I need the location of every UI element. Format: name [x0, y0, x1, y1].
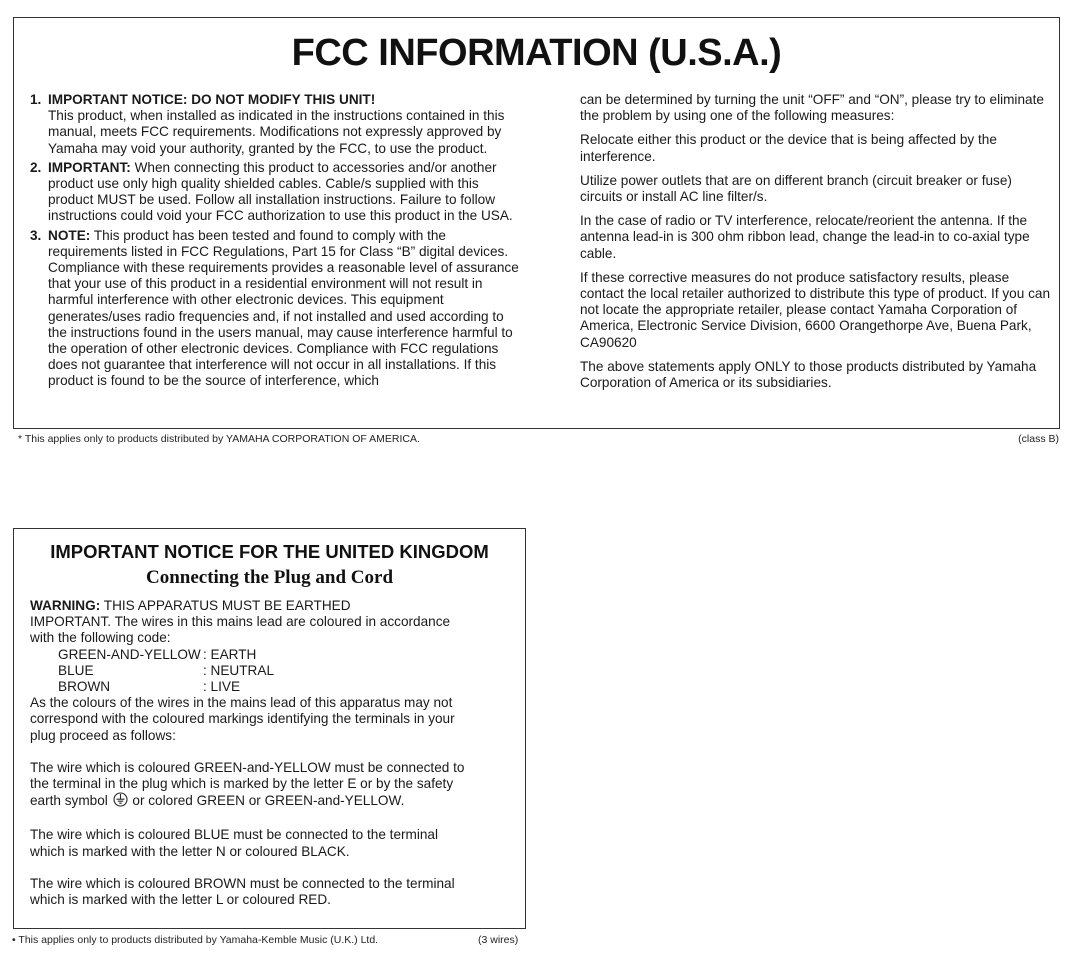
fcc-item-text: This product, when installed as indicated in the instructions contained in this manual, meets FCC requirements. Modifications not expressly approved by Yamaha may void your authority, granted by the FCC, to use the product.	[48, 108, 505, 156]
fcc-paragraph: If these corrective measures do not produce satisfactory results, please contact the local retailer authorized to distribute this type of product. If you can not locate the appropriate retailer, please contact Yamaha Corporation of America, Electronic Service Division, 6600 Orangethorpe Ave, Buena Park, CA90620	[580, 269, 1050, 350]
fcc-item-number: 1.	[30, 92, 42, 107]
fcc-paragraph: Relocate either this product or the device that is being affected by the interference.	[580, 132, 997, 164]
fcc-paragraph: The above statements apply ONLY to those products distributed by Yamaha Corporation of America or its subsidiaries.	[580, 358, 1037, 391]
fcc-information-box	[13, 17, 1060, 429]
uk-subtitle: Connecting the Plug and Cord	[145, 567, 394, 588]
fcc-item-3	[30, 228, 526, 390]
fcc-footnote: * This applies only to products distributed by YAMAHA CORPORATION OF AMERICA.	[18, 433, 420, 445]
code-meaning: : NEUTRAL	[203, 662, 275, 678]
uk-footnote: • This applies only to products distributed by Yamaha-Kemble Music (U.K.) Ltd.	[12, 934, 379, 946]
wire-colour-code	[58, 647, 500, 696]
code-colour: BLUE	[58, 662, 94, 678]
green-wire-line: The wire which is coloured GREEN-and-YELLOW must be connected to	[30, 759, 465, 775]
fcc-item-lead: NOTE:	[48, 227, 91, 243]
fcc-item-1	[30, 92, 526, 157]
warning-line	[30, 598, 500, 614]
fcc-title: FCC INFORMATION (U.S.A.)	[291, 32, 782, 74]
fcc-paragraph: In the case of radio or TV interference, relocate/reorient the antenna. If the antenna lead-in is 300 ohm ribbon lead, change the lead-in to co-axial type cable.	[580, 213, 1030, 261]
fcc-right-column	[580, 92, 1050, 399]
code-row	[58, 647, 500, 663]
important-line: with the following code:	[30, 630, 171, 646]
fcc-paragraph: Utilize power outlets that are on different branch (circuit breaker or fuse) circuits or install AC line filter/s.	[580, 172, 1012, 205]
fcc-item-lead: IMPORTANT NOTICE: DO NOT MODIFY THIS UNIT!	[48, 92, 376, 107]
warning-text: THIS APPARATUS MUST BE EARTHED	[103, 598, 351, 613]
green-wire-line	[30, 792, 500, 811]
blue-wire-line: The wire which is coloured BLUE must be connected to the terminal	[30, 827, 439, 843]
green-wire-text: or colored GREEN or GREEN-and-YELLOW.	[132, 793, 405, 809]
fcc-item-text: This product has been tested and found to comply with the requirements listed in FCC Regulations, Part 15 for Class “B” digital devices. Compliance with these requirements provides a reasonable level of assurance that your use of this product in a residential environment will not result in harmful interference with other electronic devices. This equipment generates/uses radio frequencies and, if not installed and used according to the instructions found in the users manual, may cause interference harmful to the operation of other electronic devices. Compliance with FCC regulations does not guarantee that interference will not occur in all installations. If this product is found to be the source of interference, which	[48, 227, 519, 389]
code-colour: BROWN	[58, 679, 111, 695]
code-meaning: : EARTH	[203, 646, 257, 662]
brown-wire-line: The wire which is coloured BROWN must be connected to the terminal	[30, 875, 455, 891]
uk-title: IMPORTANT NOTICE FOR THE UNITED KINGDOM	[50, 541, 489, 562]
colours-line: plug proceed as follows:	[30, 727, 176, 743]
brown-wire-line: which is marked with the letter L or coloured RED.	[30, 892, 331, 908]
code-row	[58, 679, 500, 695]
fcc-item-2	[30, 160, 526, 225]
fcc-item-text: When connecting this product to accessories and/or another product use only high quality shielded cables. Cable/s supplied with this product MUST be used. Follow all installation instructions. Failure to follow instructions could void your FCC authorization to use this product in the USA.	[48, 159, 513, 224]
green-wire-text: earth symbol	[30, 793, 108, 809]
colours-line: correspond with the coloured markings identifying the terminals in your	[30, 711, 455, 727]
blue-wire-line: which is marked with the letter N or coloured BLACK.	[30, 843, 350, 859]
fcc-left-column	[30, 92, 526, 393]
earth-ground-icon	[113, 792, 128, 811]
colours-line: As the colours of the wires in the mains lead of this apparatus may not	[30, 695, 453, 711]
uk-body	[30, 598, 500, 908]
green-wire-line: the terminal in the plug which is marked by the letter E or by the safety	[30, 776, 454, 792]
fcc-class-label: (class B)	[1018, 433, 1059, 445]
fcc-item-number: 3.	[30, 227, 42, 243]
fcc-item-lead: IMPORTANT:	[48, 159, 131, 175]
fcc-paragraph: can be determined by turning the unit “OFF” and “ON”, please try to eliminate the problem by using one of the following measures:	[580, 92, 1044, 124]
fcc-item-number: 2.	[30, 159, 42, 175]
uk-notice-box	[13, 528, 526, 929]
important-line: IMPORTANT. The wires in this mains lead are coloured in accordance	[30, 614, 451, 630]
warning-lead: WARNING:	[30, 598, 101, 613]
uk-wires-label: (3 wires)	[478, 934, 519, 946]
code-meaning: : LIVE	[203, 679, 241, 695]
code-row	[58, 663, 500, 679]
code-colour: GREEN-AND-YELLOW	[58, 646, 201, 662]
